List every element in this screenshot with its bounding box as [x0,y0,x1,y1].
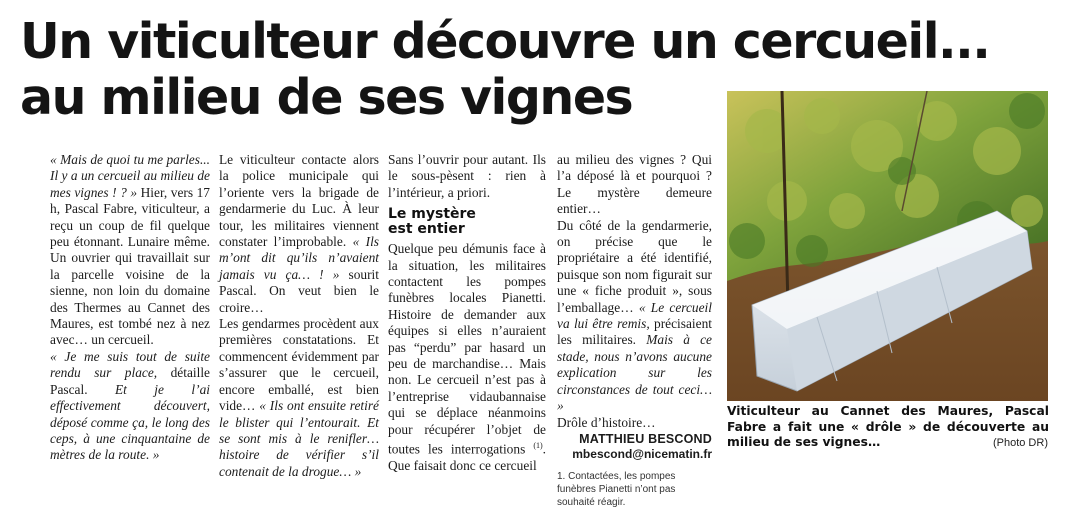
quote: Et je l’ai effectivement découvert, déposé comme ça, le long des ceps, à une cinquantaine de mètres de la route. » [50,381,210,463]
subheading-line-2: est entier [388,221,465,238]
quote: Mais à ce stade, nous n’avons aucune explication sur les circonstances de tout ceci… » [557,332,712,414]
body-text: sourit Pascal. On veut bien le croire… [219,266,379,315]
subheading [388,207,546,237]
paragraph: au milieu des vignes ? Qui l’a déposé là et pourquoi ? Le mystère demeure entier… [557,152,712,217]
body-text: Quelque peu démunis face à la situation, les militaires contactent les pompes funèbres locales Pianetti. Histoire de demander aux équipes si elles n’auraient pas “perdu” par hasard un peu de marchandise… Mais non. Le cercueil n’est pas à l’entreprise vidaubannaise qui se déplace néanmoins pour récupérer l’objet de toutes les interrogations [388,241,546,457]
body-text: . Que faisait donc ce cercueil [388,441,546,473]
quote: « Le cercueil va lui être remis, [557,299,712,332]
body-text: précisaient les militaires. [557,316,713,348]
author-email-link[interactable]: mbescond@nicematin.fr [572,446,712,461]
body-text: Les gendarmes procèdent aux premières constatations. Et commencent évidemment par s’assurer que le cercueil, encore emballé, est bien vide… [219,316,379,414]
vineyard-coffin-image [727,91,1048,401]
paragraph [557,218,712,415]
paragraph [219,152,379,316]
paragraph [50,152,210,349]
quote: « Je me suis tout de suite rendu sur place, [50,348,210,381]
photo-caption: Viticulteur au Cannet des Maures, Pascal Fabre a fait une « drôle » de découverte au milieu de ses vignes… [727,404,1049,449]
paragraph: Sans l’ouvrir pour autant. Ils le sous-pèsent : rien à l’intérieur, a priori. [388,152,546,200]
paragraph [388,241,546,474]
article-column-4 [557,152,712,509]
article-column-2 [219,152,379,480]
headline-line-2: au milieu de ses vignes [20,69,633,126]
quote: « Ils m’ont dit qu’ils n’avaient jamais vu ça… ! » [219,234,380,282]
article-photo [727,91,1048,401]
paragraph: Drôle d’histoire… [557,414,656,430]
body-text: Le viticulteur contacte alors la police municipale qui l’oriente vers la brigade de gendarmerie du Luc. À leur tour, les militaires viennent constater l’improbable. [219,152,379,250]
author-byline: MATTHIEU BESCOND [579,431,712,446]
paragraph [50,349,210,464]
headline-line-1: Un viticulteur découvre un cercueil... [20,13,990,70]
paragraph [219,316,379,480]
footnote: 1. Contactées, les pompes funèbres Pianetti n’ont pas souhaité réagir. [557,470,676,508]
article-column-3 [388,152,546,474]
body-text: Hier, vers 17 h, Pascal Fabre, viticulteur, a reçu un coup de fil quelque peu étonnant. Lunaire même. Un ouvrier qui travaillait sur la parcelle voisine de la sienne, non loin du domaine des Thermes au Cannet des Maures, est tombé nez à nez avec… un cercueil. [50,184,210,348]
quote: « Mais de quoi tu me parles... Il y a un cercueil au milieu de mes vignes ! ? » [50,152,210,200]
body-text: Du côté de la gendarmerie, on précise que le propriétaire a été identifié, puisque son nom figurait sur une « fiche produit », sous l’emballage… [557,217,712,315]
article-column-1 [50,152,210,464]
body-text: détaille Pascal. [50,365,210,397]
subheading-line-1: Le mystère [388,206,476,223]
footnote-marker: (1) [533,441,543,451]
photo-credit: (Photo DR) [992,437,1048,449]
quote: « Ils ont ensuite retiré le blister qui l’entourait. Et se sont mis à le renifler… histoire de vérifier s’il contenait de la drogue… » [219,398,379,479]
